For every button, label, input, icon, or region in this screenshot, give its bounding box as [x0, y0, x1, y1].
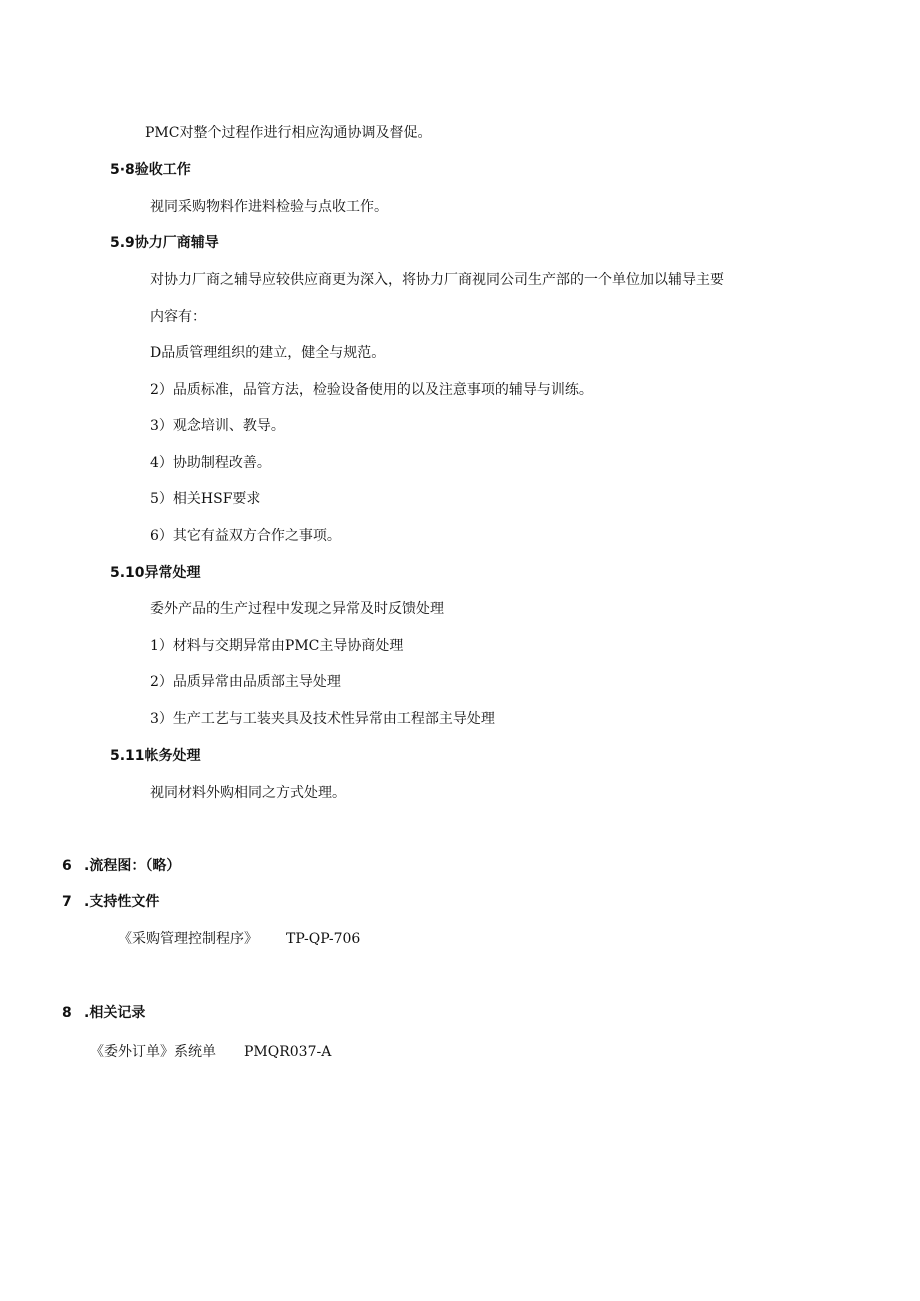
- list-item-5-9-6: 6）其它有益双方合作之事项。: [150, 528, 341, 544]
- section-6-number: 6: [62, 858, 72, 874]
- section-7-heading: [62, 893, 159, 911]
- supporting-document-title: 《采购管理控制程序》: [118, 931, 258, 947]
- list-item-5-10-1: 1）材料与交期异常由PMC主导协商处理: [150, 638, 404, 654]
- list-item-5-9-5: 5）相关HSF要求: [150, 491, 261, 507]
- related-record: [90, 1043, 331, 1061]
- supporting-document: [118, 930, 360, 948]
- section-8-number: 8: [62, 1005, 72, 1021]
- section-6-title: .流程图：（略）: [84, 858, 181, 874]
- paragraph-5-10: 委外产品的生产过程中发现之异常及时反馈处理: [150, 601, 444, 617]
- related-record-title: 《委外订单》系统单: [90, 1044, 216, 1060]
- section-8-title: .相关记录: [84, 1005, 146, 1021]
- paragraph-5-9-intro: 对协力厂商之辅导应较供应商更为深入，将协力厂商视同公司生产部的一个单位加以辅导主要: [150, 272, 724, 288]
- list-item-5-10-2: 2）品质异常由品质部主导处理: [150, 674, 341, 690]
- related-record-code: PMQR037-A: [244, 1044, 332, 1060]
- section-8-heading: [62, 1004, 145, 1022]
- supporting-document-code: TP-QP-706: [286, 931, 361, 947]
- paragraph-5-9-intro-cont: 内容有：: [150, 309, 206, 325]
- list-item-5-10-3: 3）生产工艺与工装夹具及技术性异常由工程部主导处理: [150, 711, 495, 727]
- section-7-number: 7: [62, 894, 72, 910]
- list-item-5-9-2: 2）品质标准，品管方法，检验设备使用的以及注意事项的辅导与训练。: [150, 382, 593, 398]
- paragraph-pmc-coordination: PMC对整个过程作进行相应沟通协调及督促。: [145, 125, 432, 141]
- section-6-heading: [62, 857, 180, 875]
- section-7-title: .支持性文件: [84, 894, 160, 910]
- heading-5-8: 5·8验收工作: [110, 162, 191, 178]
- list-item-5-9-3: 3）观念培训、教导。: [150, 418, 285, 434]
- paragraph-5-11: 视同材料外购相同之方式处理。: [150, 785, 346, 801]
- list-item-5-9-1: D品质管理组织的建立，健全与规范。: [150, 345, 386, 361]
- list-item-5-9-4: 4）协助制程改善。: [150, 455, 271, 471]
- heading-5-10: 5.10异常处理: [110, 565, 201, 581]
- paragraph-5-8: 视同采购物料作进料检验与点收工作。: [150, 199, 388, 215]
- heading-5-9: 5.9协力厂商辅导: [110, 235, 219, 251]
- heading-5-11: 5.11帐务处理: [110, 748, 201, 764]
